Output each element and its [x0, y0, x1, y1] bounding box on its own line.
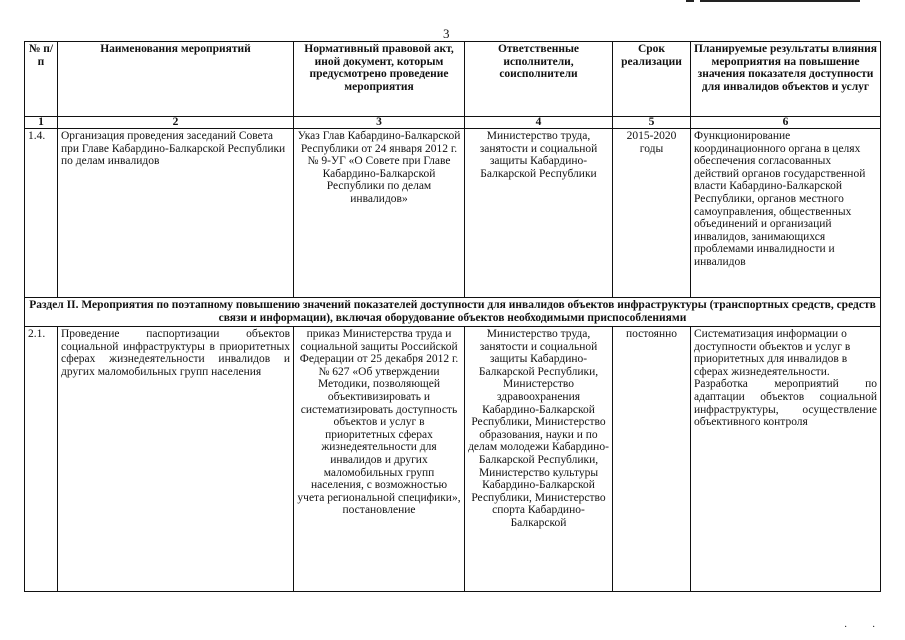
header-term: Срок реализации	[613, 42, 691, 117]
scan-mark: ·	[872, 622, 876, 633]
scan-mark: ·	[844, 622, 848, 633]
header-act: Нормативный правовой акт, иной документ, которым предусмотрено проведение мероприятия	[294, 42, 465, 117]
executors: Министерство труда, занятости и социальной защиты Кабардино-Балкарской Республики, Министерство здравоохранения Кабардино-Балкарской Республики, Министерство образования, науки и по делам молодежи Кабардино-Балкарской Республики, Министерство культуры Кабардино-Балкарской Республики, Министерство спорта Кабардино-Балкарской	[465, 327, 613, 592]
planned-result: Функционирование координационного органа в целях обеспечения согласованных действий органов государственной власти Кабардино-Балкарской Республики, органов местного самоуправления, общественных объединений и организаций инвалидов, занимающихся проблемами инвалидности и инвалидов	[691, 129, 881, 298]
top-edge-line	[700, 0, 860, 2]
row-number: 2.1.	[25, 327, 58, 592]
result-paragraph: Систематизация информации о доступности объектов и услуг в приоритетных для инвалидов в сферах жизнедеятельности.	[694, 328, 851, 378]
header-executors: Ответственные исполнители, соисполнители	[465, 42, 613, 117]
column-number: 5	[613, 117, 691, 129]
result-paragraph: Разработка мероприятий по адаптации объектов социальной инфраструктуры, осуществление объективного контроля	[694, 378, 877, 429]
term: 2015-2020 годы	[613, 129, 691, 298]
section-row	[25, 298, 881, 327]
row-number: 1.4.	[25, 129, 58, 298]
legal-act: приказ Министерства труда и социальной защиты Российской Федерации от 25 декабря 2012 г. № 627 «Об утверждении Методики, позволяющей объективизировать и систематизировать доступность объектов и услуг в приоритетных сферах жизнедеятельности для инвалидов и других маломобильных групп населения, с возможностью учета региональной специфики», постановление	[294, 327, 465, 592]
header-result: Планируемые результаты влияния мероприятия на повышение значения показателя доступности для инвалидов объектов и услуг	[691, 42, 881, 117]
section-title: Раздел II. Мероприятия по поэтапному повышению значений показателей доступности для инвалидов объектов инфраструктуры (транспортных средств, средств связи и информации), включая оборудование объектов необходимыми приспособлениями	[25, 298, 881, 327]
top-edge-mark	[686, 0, 694, 2]
column-number: 6	[691, 117, 881, 129]
measures-table	[24, 41, 881, 592]
term: постоянно	[613, 327, 691, 592]
measure-name: Проведение паспортизации объектов социальной инфраструктуры в приоритетных сферах жизнедеятельности инвалидов и других маломобильных групп населения	[58, 327, 294, 592]
table-header-row	[25, 42, 881, 117]
column-number: 3	[294, 117, 465, 129]
page-number: 3	[443, 26, 450, 41]
header-name: Наименования мероприятий	[58, 42, 294, 117]
table-row	[25, 327, 881, 592]
header-num: № п/п	[25, 42, 58, 117]
column-number: 4	[465, 117, 613, 129]
column-number: 2	[58, 117, 294, 129]
column-number: 1	[25, 117, 58, 129]
column-number-row	[25, 117, 881, 129]
measure-name: Организация проведения заседаний Совета при Главе Кабардино-Балкарской Республики по делам инвалидов	[58, 129, 294, 298]
table-row	[25, 129, 881, 298]
executors: Министерство труда, занятости и социальной защиты Кабардино-Балкарской Республики	[465, 129, 613, 298]
legal-act: Указ Глав Кабардино-Балкарской Республики от 24 января 2012 г. № 9-УГ «О Совете при Главе Кабардино-Балкарской Республики по делам инвалидов»	[294, 129, 465, 298]
planned-result	[691, 327, 881, 592]
